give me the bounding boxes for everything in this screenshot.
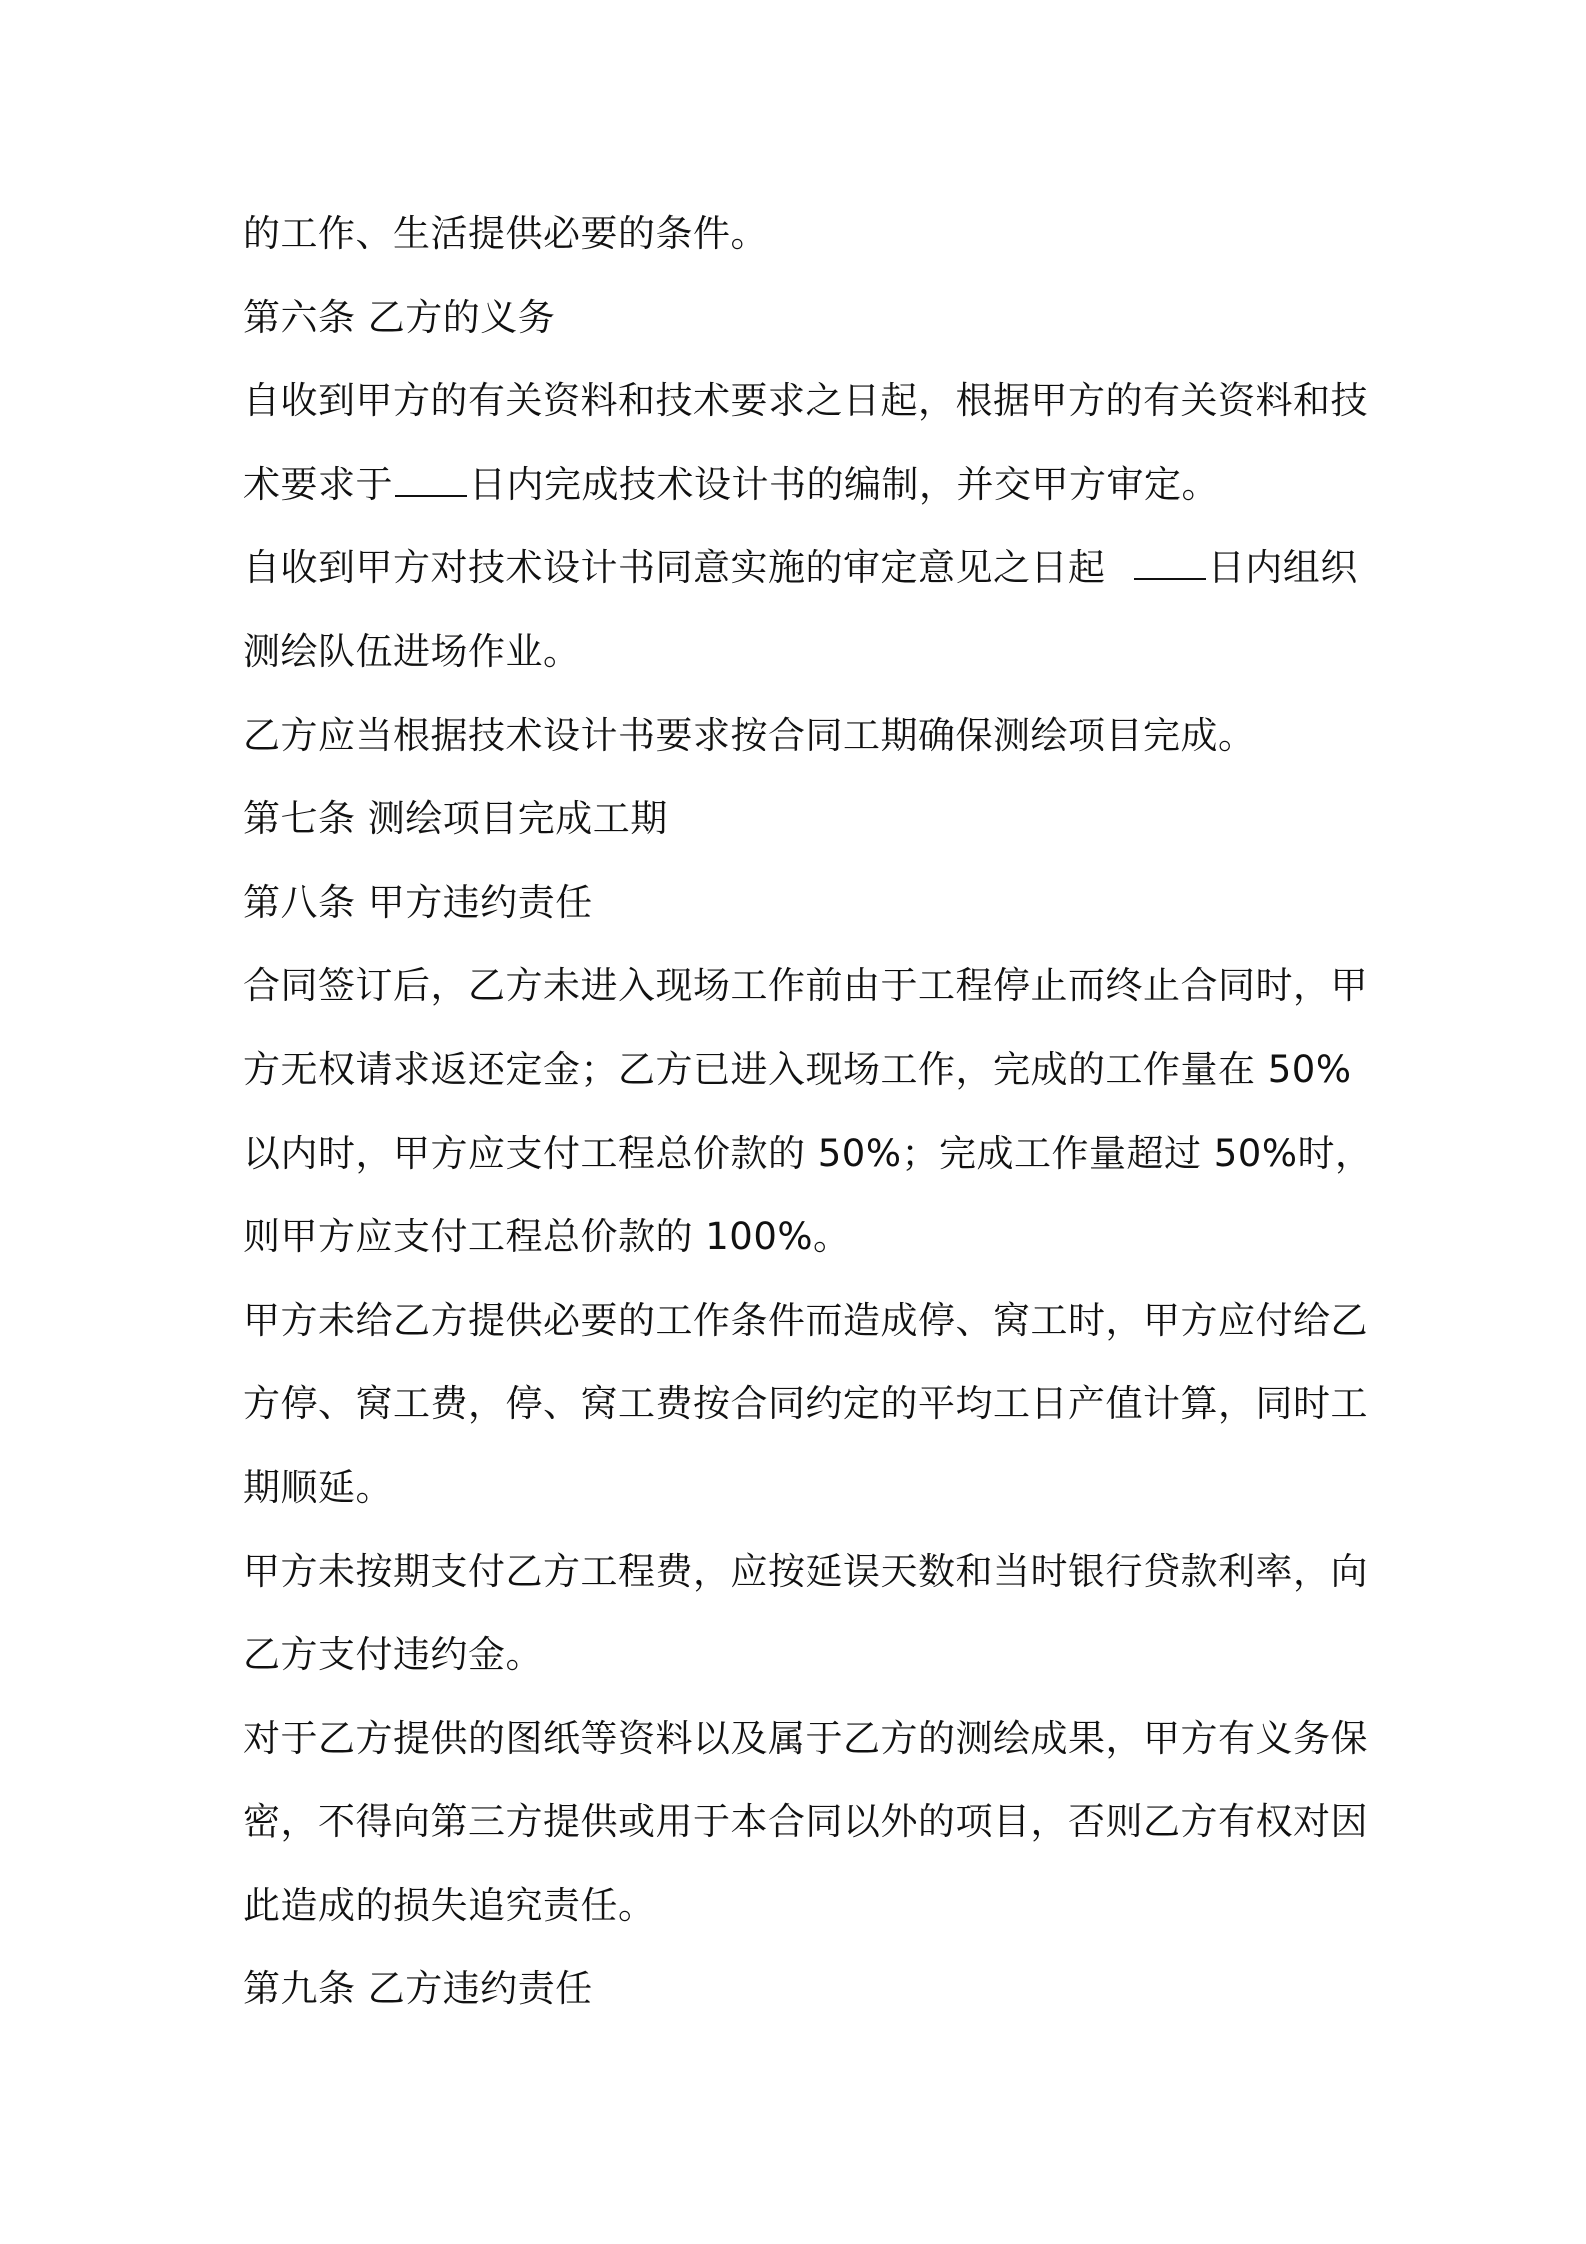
body-line: 期顺延。 [243, 1465, 393, 1509]
body-line: 以内时，甲方应支付工程总价款的 50%；完成工作量超过 50%时， [243, 1131, 1373, 1175]
body-line [243, 443, 1358, 527]
article-6-heading: 第六条 乙方的义务 [243, 295, 556, 339]
document-body [243, 192, 1373, 2031]
body-line: 测绘队伍进场作业。 [243, 629, 581, 673]
article-8-heading: 第八条 甲方违约责任 [243, 880, 593, 924]
fill-in-blank [1134, 548, 1206, 580]
body-line: 的工作、生活提供必要的条件。 [243, 212, 768, 255]
body-line: 甲方未给乙方提供必要的工作条件而造成停、窝工时，甲方应付给乙 [243, 1298, 1368, 1342]
body-line: 乙方支付违约金。 [243, 1633, 543, 1677]
line-text: 日内完成技术设计书的编制，并交甲方审定。 [469, 462, 1219, 506]
fill-in-blank [395, 465, 467, 497]
line-text: 术要求于 [243, 462, 393, 506]
body-line: 对于乙方提供的图纸等资料以及属于乙方的测绘成果，甲方有义务保 [243, 1716, 1368, 1760]
article-7-heading: 第七条 测绘项目完成工期 [243, 797, 668, 841]
body-line: 甲方未按期支付乙方工程费，应按延误天数和当时银行贷款利率，向 [243, 1549, 1368, 1593]
body-line: 方无权请求返还定金；乙方已进入现场工作，完成的工作量在 50% [243, 1047, 1352, 1091]
body-line: 自收到甲方的有关资料和技术要求之日起，根据甲方的有关资料和技 [243, 379, 1368, 423]
line-text: 日内组织 [1207, 546, 1358, 590]
body-line: 密，不得向第三方提供或用于本合同以外的项目，否则乙方有权对因 [243, 1800, 1368, 1844]
article-9-heading: 第九条 乙方违约责任 [243, 1967, 593, 2011]
body-line [243, 526, 1358, 610]
body-line: 则甲方应支付工程总价款的 100%。 [243, 1215, 851, 1259]
body-line: 此造成的损失追究责任。 [243, 1883, 656, 1927]
body-line: 合同签订后，乙方未进入现场工作前由于工程停止而终止合同时，甲 [243, 964, 1368, 1008]
body-line: 乙方应当根据技术设计书要求按合同工期确保测绘项目完成。 [243, 713, 1256, 757]
body-line: 方停、窝工费，停、窝工费按合同约定的平均工日产值计算，同时工 [243, 1382, 1368, 1426]
line-text: 自收到甲方对技术设计书同意实施的审定意见之日起 [243, 546, 1118, 590]
